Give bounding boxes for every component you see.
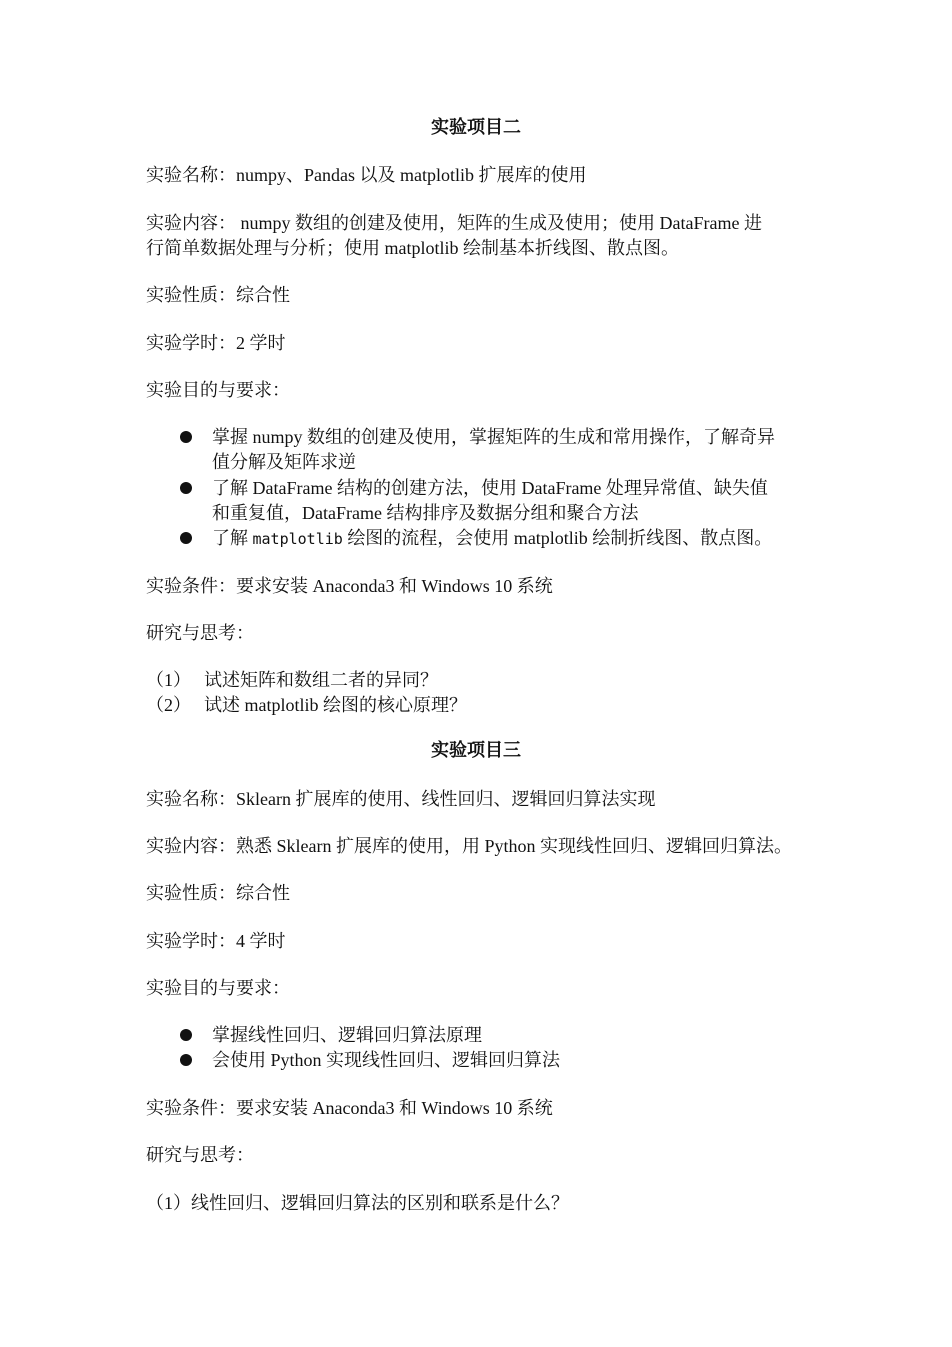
project2-title: 实验项目二	[431, 117, 521, 138]
project3-research-label: 研究与思考：	[146, 1145, 254, 1165]
project2-q1-number: （1）	[146, 670, 191, 690]
project3-hours: 实验学时：4 学时	[146, 931, 286, 951]
project3-condition: 实验条件：要求安装 Anaconda3 和 Windows 10 系统	[146, 1098, 553, 1118]
project3-goal2: 会使用 Python 实现线性回归、逻辑回归算法	[212, 1050, 561, 1070]
bullet-icon	[180, 532, 192, 544]
project2-goal1-line1: 掌握 numpy 数组的创建及使用，掌握矩阵的生成和常用操作，了解奇异	[212, 427, 775, 447]
project3-content: 实验内容：熟悉 Sklearn 扩展库的使用，用 Python 实现线性回归、逻辑回归算法。	[146, 836, 792, 856]
project2-nature: 实验性质：综合性	[146, 285, 290, 305]
project2-hours: 实验学时：2 学时	[146, 333, 286, 353]
bullet-icon	[180, 431, 192, 443]
project3-title: 实验项目三	[431, 740, 521, 761]
project2-q2-number: （2）	[146, 695, 191, 715]
project2-goal3-prefix: 了解	[212, 528, 253, 548]
project2-goal3-code: matplotlib	[252, 530, 343, 548]
project2-goal2-line2: 和重复值，DataFrame 结构排序及数据分组和聚合方法	[212, 503, 639, 523]
project2-q1-text: 试述矩阵和数组二者的异同？	[204, 670, 438, 690]
project3-name: 实验名称：Sklearn 扩展库的使用、线性回归、逻辑回归算法实现	[146, 789, 656, 809]
project2-research-label: 研究与思考：	[146, 623, 254, 643]
project3-goal1: 掌握线性回归、逻辑回归算法原理	[212, 1025, 482, 1045]
bullet-icon	[180, 1054, 192, 1066]
bullet-icon	[180, 482, 192, 494]
project3-nature: 实验性质：综合性	[146, 883, 290, 903]
project2-goal2-line1: 了解 DataFrame 结构的创建方法，使用 DataFrame 处理异常值、缺失值	[212, 478, 768, 498]
project2-goal-label: 实验目的与要求：	[146, 380, 290, 400]
project2-goal1-line2: 值分解及矩阵求逆	[212, 452, 356, 472]
project3-question1: （1）线性回归、逻辑回归算法的区别和联系是什么？	[146, 1193, 569, 1213]
project2-q2-text: 试述 matplotlib 绘图的核心原理？	[204, 695, 467, 715]
project2-name: 实验名称：numpy、Pandas 以及 matplotlib 扩展库的使用	[146, 165, 587, 185]
project2-condition: 实验条件：要求安装 Anaconda3 和 Windows 10 系统	[146, 576, 553, 596]
project2-goal3-suffix: 绘图的流程，会使用 matplotlib 绘制折线图、散点图。	[342, 528, 773, 548]
project3-goal-label: 实验目的与要求：	[146, 978, 290, 998]
project2-content-line2: 行简单数据处理与分析；使用 matplotlib 绘制基本折线图、散点图。	[146, 238, 679, 258]
project2-content-line1: 实验内容： numpy 数组的创建及使用，矩阵的生成及使用；使用 DataFrame 进	[146, 213, 762, 233]
project2-goal3	[212, 526, 772, 550]
bullet-icon	[180, 1029, 192, 1041]
